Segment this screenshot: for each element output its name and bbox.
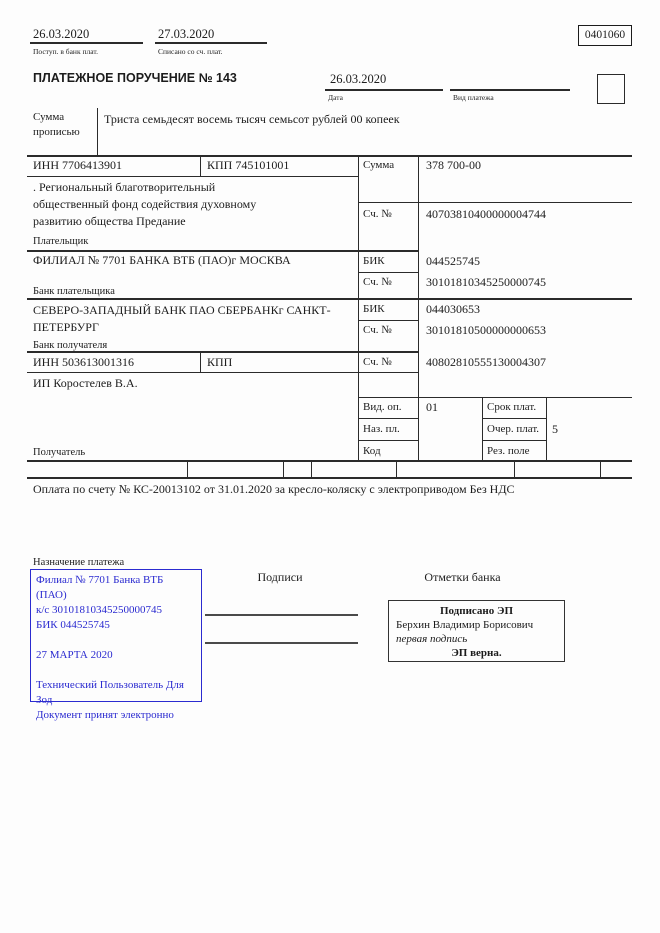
payer-bank-account-label: Сч. № xyxy=(363,276,392,288)
divider xyxy=(358,440,419,441)
divider xyxy=(358,397,632,398)
payer-bank-label: Банк плательщика xyxy=(33,286,115,297)
divider xyxy=(27,250,418,252)
stamp-line: БИК 044525745 xyxy=(36,619,110,631)
op-type-value: 01 xyxy=(426,400,438,414)
divider xyxy=(325,89,443,91)
payee-bank-bik: 044030653 xyxy=(426,302,480,316)
divider xyxy=(482,440,546,441)
divider xyxy=(200,155,201,176)
payer-label: Плательщик xyxy=(33,236,89,247)
signer-name: Берхин Владимир Борисович xyxy=(396,619,534,631)
divider xyxy=(27,176,358,177)
payer-name-line: общественный фонд содействия духовному xyxy=(33,197,257,211)
signatures-header: Подписи xyxy=(257,570,303,584)
signature-line xyxy=(205,642,358,644)
op-type-label: Вид. оп. xyxy=(363,401,402,413)
divider xyxy=(97,108,98,155)
payer-account-label: Сч. № xyxy=(363,208,392,220)
received-in-bank-date: 26.03.2020 xyxy=(33,27,90,41)
payee-account-label: Сч. № xyxy=(363,356,392,368)
divider xyxy=(358,418,419,419)
divider xyxy=(155,42,267,44)
payer-inn: ИНН 7706413901 xyxy=(33,158,122,172)
payee-bank-account-label: Сч. № xyxy=(363,324,392,336)
divider xyxy=(27,372,418,373)
divider xyxy=(27,477,632,479)
divider xyxy=(283,460,284,477)
divider xyxy=(27,155,632,157)
payment-purpose-text: Оплата по счету № КС-20013102 от 31.01.2020 за кресло-коляску с электроприводом Без НДС xyxy=(33,482,515,496)
stamp-line: Филиал № 7701 Банка ВТБ (ПАО) xyxy=(36,574,164,601)
reserve-field-label: Рез. поле xyxy=(487,445,530,457)
signature-line xyxy=(205,614,358,616)
divider xyxy=(482,397,483,460)
signature-subtitle: первая подпись xyxy=(396,633,468,645)
divider xyxy=(187,460,188,477)
payer-bank-bik: 044525745 xyxy=(426,254,480,268)
amount-words-value: Триста семьдесят восемь тысяч семьсот рублей 00 копеек xyxy=(104,112,400,126)
stamp-line xyxy=(36,663,196,678)
payee-bank-name-line: ПЕТЕРБУРГ xyxy=(33,320,99,334)
payer-bank-bik-label: БИК xyxy=(363,255,385,267)
stamp-line: Технический Пользователь Для xyxy=(36,679,184,691)
signed-ep-title: Подписано ЭП xyxy=(439,605,514,617)
payer-account: 40703810400000004744 xyxy=(426,207,546,221)
divider xyxy=(514,460,515,477)
date-label: Дата xyxy=(328,93,343,102)
divider xyxy=(27,298,632,300)
payee-kpp-label: КПП xyxy=(207,355,233,369)
payee-bank-label: Банк получателя xyxy=(33,340,108,351)
divider xyxy=(200,351,201,372)
bank-marks-header: Отметки банка xyxy=(424,570,501,584)
stamp-line xyxy=(36,633,196,648)
payee-name: ИП Коростелев В.А. xyxy=(33,376,138,390)
divider xyxy=(418,155,419,460)
stamp-line: к/с 30101810345250000745 xyxy=(36,604,163,616)
document-title: ПЛАТЕЖНОЕ ПОРУЧЕНИЕ № 143 xyxy=(33,71,237,85)
payment-type-box xyxy=(597,74,625,104)
payer-bank-account: 30101810345250000745 xyxy=(426,275,546,289)
payer-kpp: КПП 745101001 xyxy=(207,158,290,172)
divider xyxy=(482,418,546,419)
order-label: Очер. плат. xyxy=(487,423,540,435)
divider xyxy=(311,460,312,477)
stamp-line: Документ принят электронно xyxy=(36,709,174,721)
purpose-code-label: Наз. пл. xyxy=(363,423,400,435)
signature-verified: ЭП верна. xyxy=(451,647,502,659)
order-value: 5 xyxy=(552,422,558,436)
bank-stamp-box xyxy=(30,569,202,721)
payee-label: Получатель xyxy=(33,447,86,458)
divider xyxy=(358,320,418,321)
divider xyxy=(30,42,143,44)
sum-value: 378 700-00 xyxy=(426,158,481,172)
divider xyxy=(396,460,397,477)
divider xyxy=(450,89,570,91)
payee-account: 40802810555130004307 xyxy=(426,355,546,369)
stamp-line: Зод xyxy=(36,694,53,706)
sum-label: Сумма xyxy=(363,159,395,171)
received-in-bank-label: Поступ. в банк плат. xyxy=(33,47,98,56)
payment-purpose-label: Назначение платежа xyxy=(33,557,125,568)
stamp-line: 27 МАРТА 2020 xyxy=(36,649,113,661)
form-code-box: 0401060 xyxy=(578,25,632,46)
amount-words-label: Сумма прописью xyxy=(33,111,80,138)
debited-from-account-date: 27.03.2020 xyxy=(158,27,215,41)
debited-from-account-label: Списано со сч. плат. xyxy=(158,47,223,56)
payer-bank-name: ФИЛИАЛ № 7701 БАНКА ВТБ (ПАО)г МОСКВА xyxy=(33,253,291,267)
payee-bank-account: 30101810500000000653 xyxy=(426,323,546,337)
payer-name-line: . Региональный благотворительный xyxy=(33,180,216,194)
code-label: Код xyxy=(363,445,381,457)
divider xyxy=(546,397,547,460)
payee-inn: ИНН 503613001316 xyxy=(33,355,134,369)
divider xyxy=(358,202,632,203)
payee-bank-bik-label: БИК xyxy=(363,303,385,315)
divider xyxy=(27,460,632,462)
divider xyxy=(600,460,601,477)
electronic-signature-box xyxy=(388,600,565,662)
due-date-label: Срок плат. xyxy=(487,401,537,413)
payer-name-line: развитию общества Предание xyxy=(33,214,186,228)
document-date: 26.03.2020 xyxy=(330,72,387,86)
payee-bank-name-line: СЕВЕРО-ЗАПАДНЫЙ БАНК ПАО СБЕРБАНКг САНКТ- xyxy=(33,303,331,317)
divider xyxy=(358,272,418,273)
payment-type-label: Вид платежа xyxy=(453,93,494,102)
